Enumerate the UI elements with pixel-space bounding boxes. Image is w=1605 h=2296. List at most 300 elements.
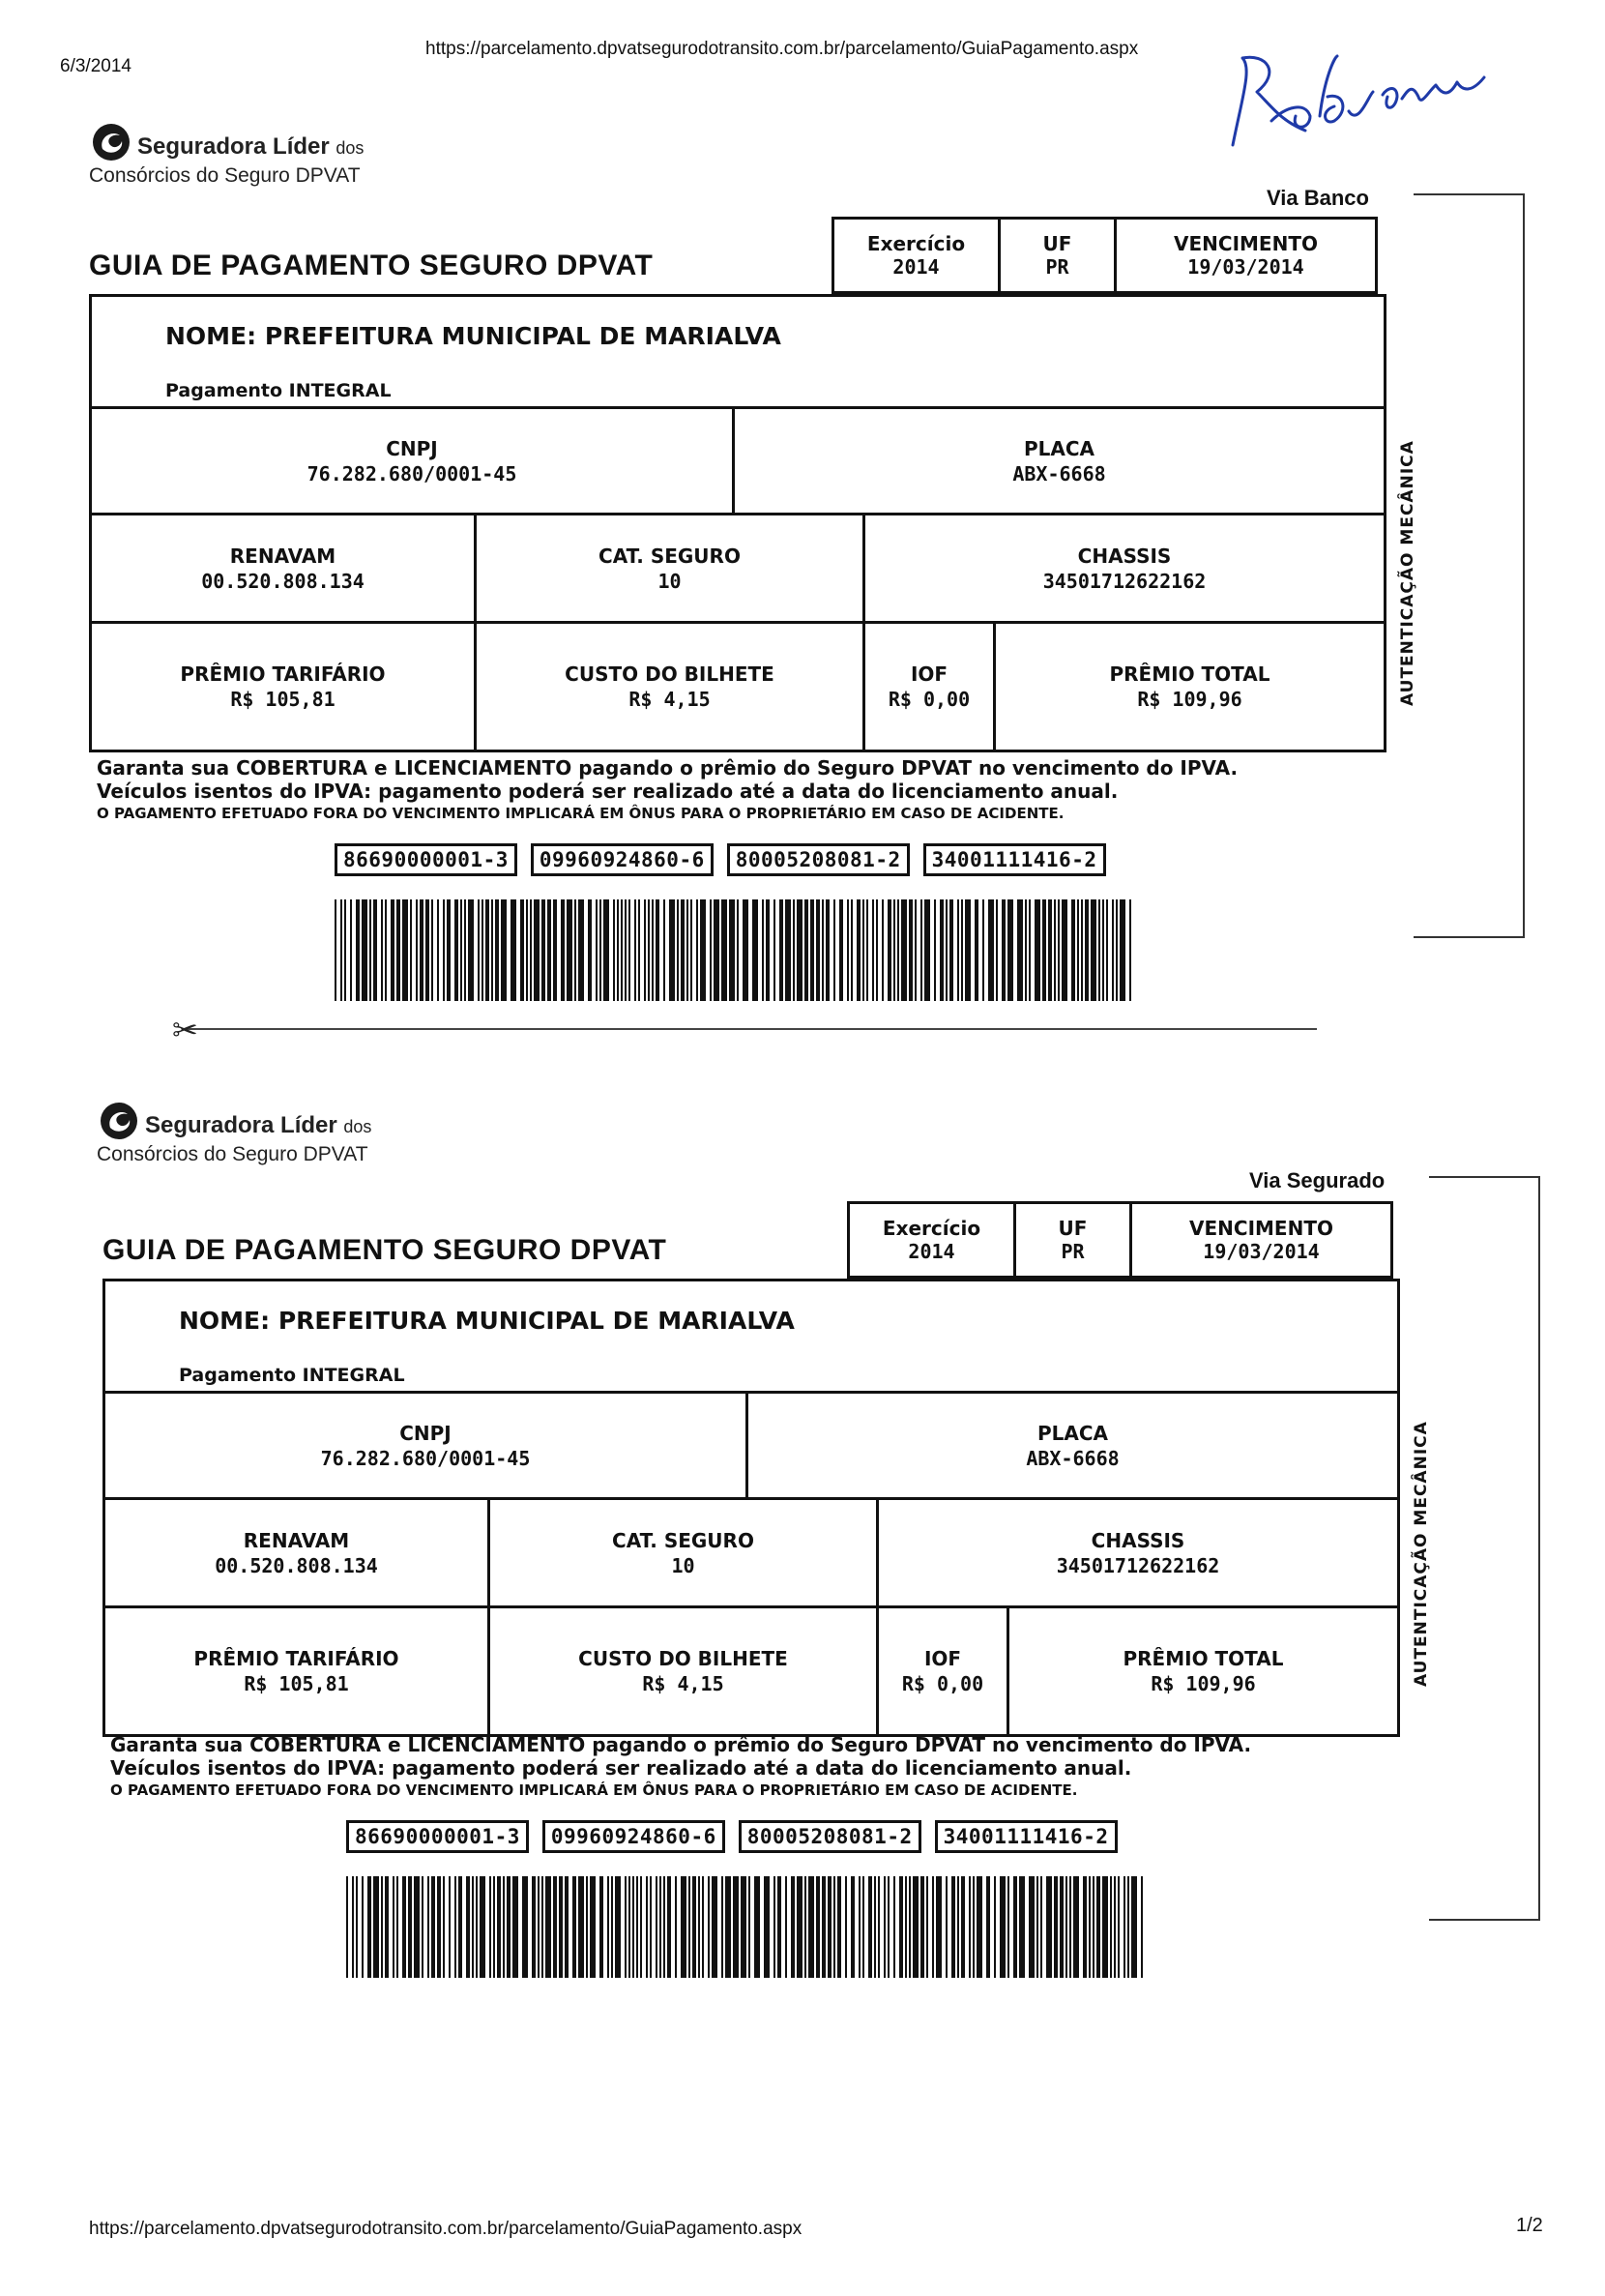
cat-seguro-cell: CAT. SEGURO 10 (477, 515, 865, 621)
cnpj-cell: CNPJ 76.282.680/0001-45 (105, 1394, 748, 1497)
barcode-bar (559, 1876, 563, 1978)
barcode-bar (373, 1876, 379, 1978)
note-isentos: Veículos isentos do IPVA: pagamento poderá ser realizado até a data do licenciamento anual. (110, 1756, 1132, 1780)
barcode-bar (1025, 899, 1027, 1001)
company-logo (97, 1093, 445, 1180)
barcode-bar (969, 1876, 971, 1978)
barcode-bar (628, 1876, 630, 1978)
barcode-bar (975, 899, 978, 1001)
barcode-bar (791, 1876, 795, 1978)
barcode-bar (344, 899, 346, 1001)
barcode-bar (634, 899, 636, 1001)
placa-cell: PLACA ABX-6668 (1026, 1421, 1120, 1470)
barcode-bar (733, 1876, 739, 1978)
digit-line: 80005208081-2 (727, 843, 910, 876)
barcode-bar (656, 1876, 657, 1978)
barcode-bar (599, 1876, 603, 1978)
digit-line: 86690000001-3 (335, 843, 517, 876)
barcode-bar (977, 1876, 982, 1978)
cnpj-placa-row (105, 1394, 1397, 1500)
vencimento-cell: VENCIMENTO 19/03/2014 (1189, 1217, 1333, 1263)
barcode-bar (385, 899, 387, 1001)
custo-bilhete-cell: CUSTO DO BILHETE R$ 4,15 (490, 1608, 879, 1734)
barcode-bar (511, 899, 516, 1001)
barcode-bar (1042, 899, 1046, 1001)
barcode-bar (599, 899, 601, 1001)
company-logo (89, 114, 437, 201)
barcode-bar (625, 1876, 627, 1978)
barcode-bar (710, 899, 712, 1001)
barcode-bar (785, 1876, 787, 1978)
authentication-box (1429, 1176, 1540, 1921)
barcode-bar (690, 899, 692, 1001)
barcode-bar (350, 899, 352, 1001)
barcode-bar (1077, 899, 1079, 1001)
barcode-bar (884, 1876, 886, 1978)
barcode-bar (590, 1876, 596, 1978)
barcode-bar (663, 1876, 665, 1978)
barcode-bar (530, 899, 532, 1001)
barcode-bar (766, 899, 770, 1001)
barcode-bar (356, 1876, 358, 1978)
barcode-bar (497, 1876, 501, 1978)
barcode-bar (1093, 1876, 1094, 1978)
via-label: Via Segurado (1249, 1168, 1386, 1192)
barcode-bar (1081, 899, 1083, 1001)
barcode-bar (700, 899, 706, 1001)
barcode-bar (1089, 1876, 1091, 1978)
header-info-box (832, 217, 1378, 294)
barcode-bar (541, 1876, 543, 1978)
barcode-bar (909, 1876, 911, 1978)
barcode-bar (408, 1876, 412, 1978)
authentication-label: AUTENTICAÇÃO MECÂNICA (1398, 440, 1417, 706)
barcode-bar (1007, 899, 1013, 1001)
barcode-bar (949, 899, 953, 1001)
nome-field: NOME: PREFEITURA MUNICIPAL DE MARIALVA (179, 1307, 795, 1335)
digit-line: 86690000001-3 (346, 1820, 529, 1853)
barcode-bar (1013, 1876, 1017, 1978)
premio-tarifario-cell: PRÊMIO TARIFÁRIO R$ 105,81 (92, 624, 477, 750)
barcode-bar (381, 1876, 383, 1978)
barcode-bar (681, 899, 685, 1001)
barcode-bar (810, 899, 814, 1001)
barcode-bar (822, 1876, 826, 1978)
barcode-bar (545, 1876, 551, 1978)
barcode-bar (567, 899, 572, 1001)
note-cobertura: Garanta sua COBERTURA e LICENCIAMENTO pagando o prêmio do Seguro DPVAT no vencimento do IPVA. (110, 1733, 1252, 1756)
barcode-bar (1114, 1876, 1116, 1978)
barcode-bar (1069, 1876, 1071, 1978)
barcode-bar (1036, 1876, 1038, 1978)
barcode-bar (489, 1876, 491, 1978)
barcode-bar (913, 1876, 919, 1978)
barcode-bar (369, 899, 371, 1001)
barcode-bar (466, 1876, 470, 1978)
barcode-bar (396, 899, 400, 1001)
barcode-bar (888, 1876, 890, 1978)
barcode-bar (396, 1876, 398, 1978)
barcode-bar (872, 899, 874, 1001)
barcode-bar (773, 1876, 775, 1978)
barcode-bar (793, 899, 795, 1001)
barcode-bar (1102, 899, 1104, 1001)
footer-url: https://parcelamento.dpvatsegurodotransito.com.br/parcelamento/GuiaPagamento.aspx (89, 2219, 802, 2239)
barcode-bar (816, 899, 820, 1001)
barcode-bar (893, 899, 895, 1001)
barcode-bar (460, 899, 462, 1001)
barcode-bar (905, 1876, 907, 1978)
barcode-bar (1000, 1876, 1006, 1978)
policy-table (102, 1279, 1400, 1737)
barcode-bar (410, 899, 412, 1001)
barcode-bar (779, 899, 783, 1001)
barcode-bar (520, 899, 524, 1001)
exercicio-cell: Exercício 2014 (834, 220, 1001, 291)
barcode-bar (698, 1876, 700, 1978)
barcode-bar (532, 1876, 536, 1978)
barcode-bar (1019, 1876, 1025, 1978)
barcode-bar (1110, 1876, 1112, 1978)
barcode-bar (437, 1876, 441, 1978)
barcode-bar (808, 1876, 814, 1978)
header-info-box (847, 1201, 1393, 1279)
document-title: GUIA DE PAGAMENTO SEGURO DPVAT (102, 1234, 667, 1266)
barcode-bar (381, 899, 383, 1001)
barcode-bar (422, 1876, 423, 1978)
barcode-bar (443, 1876, 445, 1978)
barcode-bar (764, 1876, 770, 1978)
barcode-bar (1120, 899, 1125, 1001)
barcode-bar (1118, 1876, 1120, 1978)
barcode-bar (936, 1876, 942, 1978)
barcode-bar (449, 1876, 451, 1978)
cnpj-cell: CNPJ 76.282.680/0001-45 (92, 409, 735, 513)
barcode-bar (996, 899, 998, 1001)
barcode-bar (1029, 899, 1031, 1001)
barcode-bar (485, 899, 489, 1001)
barcode-bar (961, 1876, 965, 1978)
cut-line (186, 1028, 1317, 1030)
note-vencimento: O PAGAMENTO EFETUADO FORA DO VENCIMENTO IMPLICARÁ EM ÔNUS PARA O PROPRIETÁRIO EM CASO DE ACIDENTE. (97, 805, 1065, 822)
barcode-bar (628, 899, 630, 1001)
barcode-bar (613, 899, 615, 1001)
logo-text-line2: Consórcios do Seguro DPVAT (89, 164, 361, 187)
barcode-bar (692, 1876, 696, 1978)
barcode-bar (851, 899, 853, 1001)
chassis-cell: CHASSIS 34501712622162 (1042, 544, 1207, 593)
barcode-bar (961, 899, 963, 1001)
barcode-bar (721, 899, 727, 1001)
name-row (92, 297, 1384, 409)
barcode-bar (663, 899, 665, 1001)
barcode-bar (493, 1876, 495, 1978)
barcode-bar (920, 1876, 924, 1978)
barcode-bar (340, 899, 342, 1001)
name-row (105, 1281, 1397, 1394)
page-number: 1/2 (1516, 2215, 1543, 2236)
barcode-bar (335, 899, 336, 1001)
barcode-bar (669, 899, 675, 1001)
iof-cell: IOF R$ 0,00 (865, 624, 996, 750)
uf-cell: UF PR (1016, 1204, 1132, 1276)
barcode-bar (565, 1876, 569, 1978)
barcode-bar (578, 899, 584, 1001)
cnpj-placa-row (92, 409, 1384, 515)
barcode-bar (501, 899, 507, 1001)
barcode-bar (712, 1876, 717, 1978)
barcode-bar (748, 1876, 750, 1978)
barcode-bar (785, 899, 791, 1001)
barcode-bar (458, 1876, 462, 1978)
barcode-bar (847, 899, 849, 1001)
barcode-bar (839, 899, 843, 1001)
barcode-bar (420, 899, 423, 1001)
barcode-bar (1062, 899, 1067, 1001)
barcode-bar (752, 899, 758, 1001)
barcode-bar (1102, 1876, 1108, 1978)
note-cobertura: Garanta sua COBERTURA e LICENCIAMENTO pagando o prêmio do Seguro DPVAT no vencimento do IPVA. (97, 756, 1239, 780)
barcode-bar (652, 899, 654, 1001)
barcode-bar (402, 899, 408, 1001)
barcode-bar (708, 1876, 710, 1978)
barcode-bar (986, 1876, 990, 1978)
logo-icon (91, 122, 131, 162)
barcode-bar (888, 899, 891, 1001)
barcode-bar (553, 1876, 557, 1978)
barcode-bar (940, 899, 944, 1001)
barcode-bar (1141, 1876, 1143, 1978)
barcode-bar (721, 1876, 723, 1978)
barcode-bar (1002, 899, 1006, 1001)
barcode-bar (538, 1876, 540, 1978)
barcode-bar (862, 1876, 864, 1978)
barcode-bar (522, 1876, 528, 1978)
premio-tarifario-cell: PRÊMIO TARIFÁRIO R$ 105,81 (105, 1608, 490, 1734)
barcode-bar (402, 1876, 406, 1978)
barcode-bar (541, 899, 545, 1001)
barcode-bar (988, 899, 994, 1001)
barcode-bar (1058, 899, 1060, 1001)
barcode-bar (503, 1876, 505, 1978)
barcode-bar (797, 899, 802, 1001)
barcode-bar (899, 1876, 903, 1978)
barcode-bar (1017, 899, 1023, 1001)
barcode-bar (874, 1876, 876, 1978)
digit-line: 09960924860-6 (531, 843, 714, 876)
barcode-bar (607, 1876, 609, 1978)
barcode-bar (957, 1876, 959, 1978)
renavam-cell: RENAVAM 00.520.808.134 (92, 515, 477, 621)
barcode-bar (777, 1876, 781, 1978)
barcode-bar (553, 899, 557, 1001)
digit-line: 09960924860-6 (542, 1820, 725, 1853)
barcode-bar (425, 899, 429, 1001)
premium-row (92, 624, 1384, 750)
barcode-bar (822, 899, 824, 1001)
barcode-bar (472, 1876, 474, 1978)
barcode-bar (362, 899, 367, 1001)
barcode-bar (561, 899, 565, 1001)
barcode-bar (714, 899, 719, 1001)
barcode-bar (837, 1876, 841, 1978)
barcode-bar (845, 1876, 847, 1978)
pagamento-field: Pagamento INTEGRAL (165, 380, 392, 401)
barcode-bar (965, 899, 971, 1001)
barcode-bar (443, 899, 445, 1001)
barcode-bar (677, 899, 679, 1001)
barcode-bar (1096, 1876, 1100, 1978)
barcode-bar (512, 1876, 518, 1978)
barcode-bar (1127, 1876, 1129, 1978)
barcode-bar (352, 1876, 354, 1978)
barcode-bar (924, 899, 930, 1001)
barcode-digits (346, 1820, 1118, 1853)
barcode-bar (851, 1876, 855, 1978)
barcode-bar (373, 899, 377, 1001)
barcode-bar (1007, 1876, 1009, 1978)
barcode-bar (1029, 1876, 1035, 1978)
print-date: 6/3/2014 (60, 56, 131, 76)
barcode-bar (431, 1876, 435, 1978)
barcode-bar (468, 899, 474, 1001)
barcode-bar (816, 1876, 820, 1978)
logo-text-line1: Seguradora Líder dos (145, 1112, 372, 1138)
document-title: GUIA DE PAGAMENTO SEGURO DPVAT (89, 250, 654, 281)
barcode-bar (725, 1876, 731, 1978)
barcode-bar (1071, 899, 1075, 1001)
barcode-bar (495, 899, 499, 1001)
barcode-bar (857, 899, 861, 1001)
barcode-bar (646, 1876, 648, 1978)
digit-line: 34001111416-2 (923, 843, 1106, 876)
barcode-bar (362, 1876, 364, 1978)
barcode-bar (797, 1876, 802, 1978)
barcode-bar (1073, 1876, 1079, 1978)
barcode-bar (547, 899, 551, 1001)
vencimento-cell: VENCIMENTO 19/03/2014 (1174, 232, 1318, 279)
premio-total-cell: PRÊMIO TOTAL R$ 109,96 (1109, 662, 1270, 711)
barcode-bar (681, 1876, 686, 1978)
barcode-bar (534, 899, 540, 1001)
barcode-bar (1054, 899, 1056, 1001)
barcode-bar (737, 899, 739, 1001)
barcode-bar (893, 1876, 895, 1978)
barcode-bar (994, 1876, 996, 1978)
barcode-bar (932, 1876, 934, 1978)
barcode-bar (686, 899, 688, 1001)
barcode-bar (454, 1876, 456, 1978)
barcode-bar (951, 1876, 955, 1978)
barcode-bar (866, 899, 868, 1001)
barcode-bar (414, 1876, 420, 1978)
barcode-bar (385, 1876, 389, 1978)
barcode-bar (833, 1876, 835, 1978)
pagamento-field: Pagamento INTEGRAL (179, 1365, 405, 1386)
barcode-bar (926, 1876, 928, 1978)
barcode-bar (729, 899, 735, 1001)
barcode-bar (826, 899, 830, 1001)
policy-table (89, 294, 1386, 752)
barcode-bar (476, 1876, 478, 1978)
premio-total-cell: PRÊMIO TOTAL R$ 109,96 (1123, 1647, 1284, 1695)
uf-cell: UF PR (1001, 220, 1117, 291)
barcode-bar (946, 899, 948, 1001)
barcode-bar (1116, 899, 1118, 1001)
barcode-bar (1131, 1876, 1137, 1978)
premium-row (105, 1608, 1397, 1734)
barcode-bar (367, 1876, 371, 1978)
barcode-bar (754, 1876, 760, 1978)
barcode-bar (431, 899, 433, 1001)
barcode-bar (615, 1876, 621, 1978)
barcode-bar (603, 899, 609, 1001)
barcode-bar (1060, 1876, 1064, 1978)
barcode-bar (632, 1876, 634, 1978)
barcode-bar (478, 899, 480, 1001)
barcode-bar (762, 899, 764, 1001)
note-isentos: Veículos isentos do IPVA: pagamento poderá ser realizado até a data do licenciamento anual. (97, 780, 1119, 803)
placa-cell: PLACA ABX-6668 (1012, 436, 1106, 486)
barcode-bar (416, 899, 418, 1001)
barcode-bar (773, 899, 775, 1001)
logo-text-line2: Consórcios do Seguro DPVAT (97, 1143, 368, 1165)
barcode-bar (828, 1876, 832, 1978)
barcode-bar (447, 899, 451, 1001)
barcode-bar (574, 899, 576, 1001)
barcode-bar (973, 1876, 975, 1978)
nome-field: NOME: PREFEITURA MUNICIPAL DE MARIALVA (165, 322, 781, 350)
barcode-bar (650, 1876, 652, 1978)
payment-slip-insured (0, 1093, 1605, 1992)
barcode-bar (915, 899, 917, 1001)
barcode-bar (586, 1876, 588, 1978)
barcode-bar (804, 899, 808, 1001)
digit-line: 34001111416-2 (935, 1820, 1118, 1853)
authentication-label: AUTENTICAÇÃO MECÂNICA (1412, 1421, 1431, 1687)
barcode-bar (611, 1876, 613, 1978)
barcode-bar (876, 899, 878, 1001)
barcode-bar (1085, 899, 1089, 1001)
barcode-bar (1048, 899, 1052, 1001)
barcode (346, 1876, 1149, 1978)
barcode-bar (656, 899, 659, 1001)
scissors-icon: ✂ (172, 1013, 198, 1047)
logo-text-line1: Seguradora Líder dos (137, 133, 365, 160)
digit-line: 80005208081-2 (739, 1820, 921, 1853)
barcode-digits (335, 843, 1106, 876)
print-url: https://parcelamento.dpvatsegurodotransito.com.br/parcelamento/GuiaPagamento.aspx (425, 39, 1139, 59)
barcode-bar (688, 1876, 690, 1978)
chassis-cell: CHASSIS 34501712622162 (1056, 1528, 1220, 1577)
barcode-bar (982, 899, 984, 1001)
barcode-bar (804, 1876, 806, 1978)
payment-notes (110, 1733, 1251, 1801)
barcode-bar (1098, 899, 1100, 1001)
barcode-bar (743, 899, 748, 1001)
custo-bilhete-cell: CUSTO DO BILHETE R$ 4,15 (477, 624, 865, 750)
barcode-bar (868, 1876, 872, 1978)
barcode-bar (644, 899, 646, 1001)
barcode-bar (878, 1876, 880, 1978)
barcode-bar (640, 1876, 642, 1978)
barcode-bar (1054, 1876, 1058, 1978)
barcode-bar (578, 1876, 584, 1978)
barcode-bar (596, 899, 598, 1001)
barcode-bar (1046, 1876, 1052, 1978)
barcode-bar (648, 899, 650, 1001)
barcode-bar (897, 899, 899, 1001)
